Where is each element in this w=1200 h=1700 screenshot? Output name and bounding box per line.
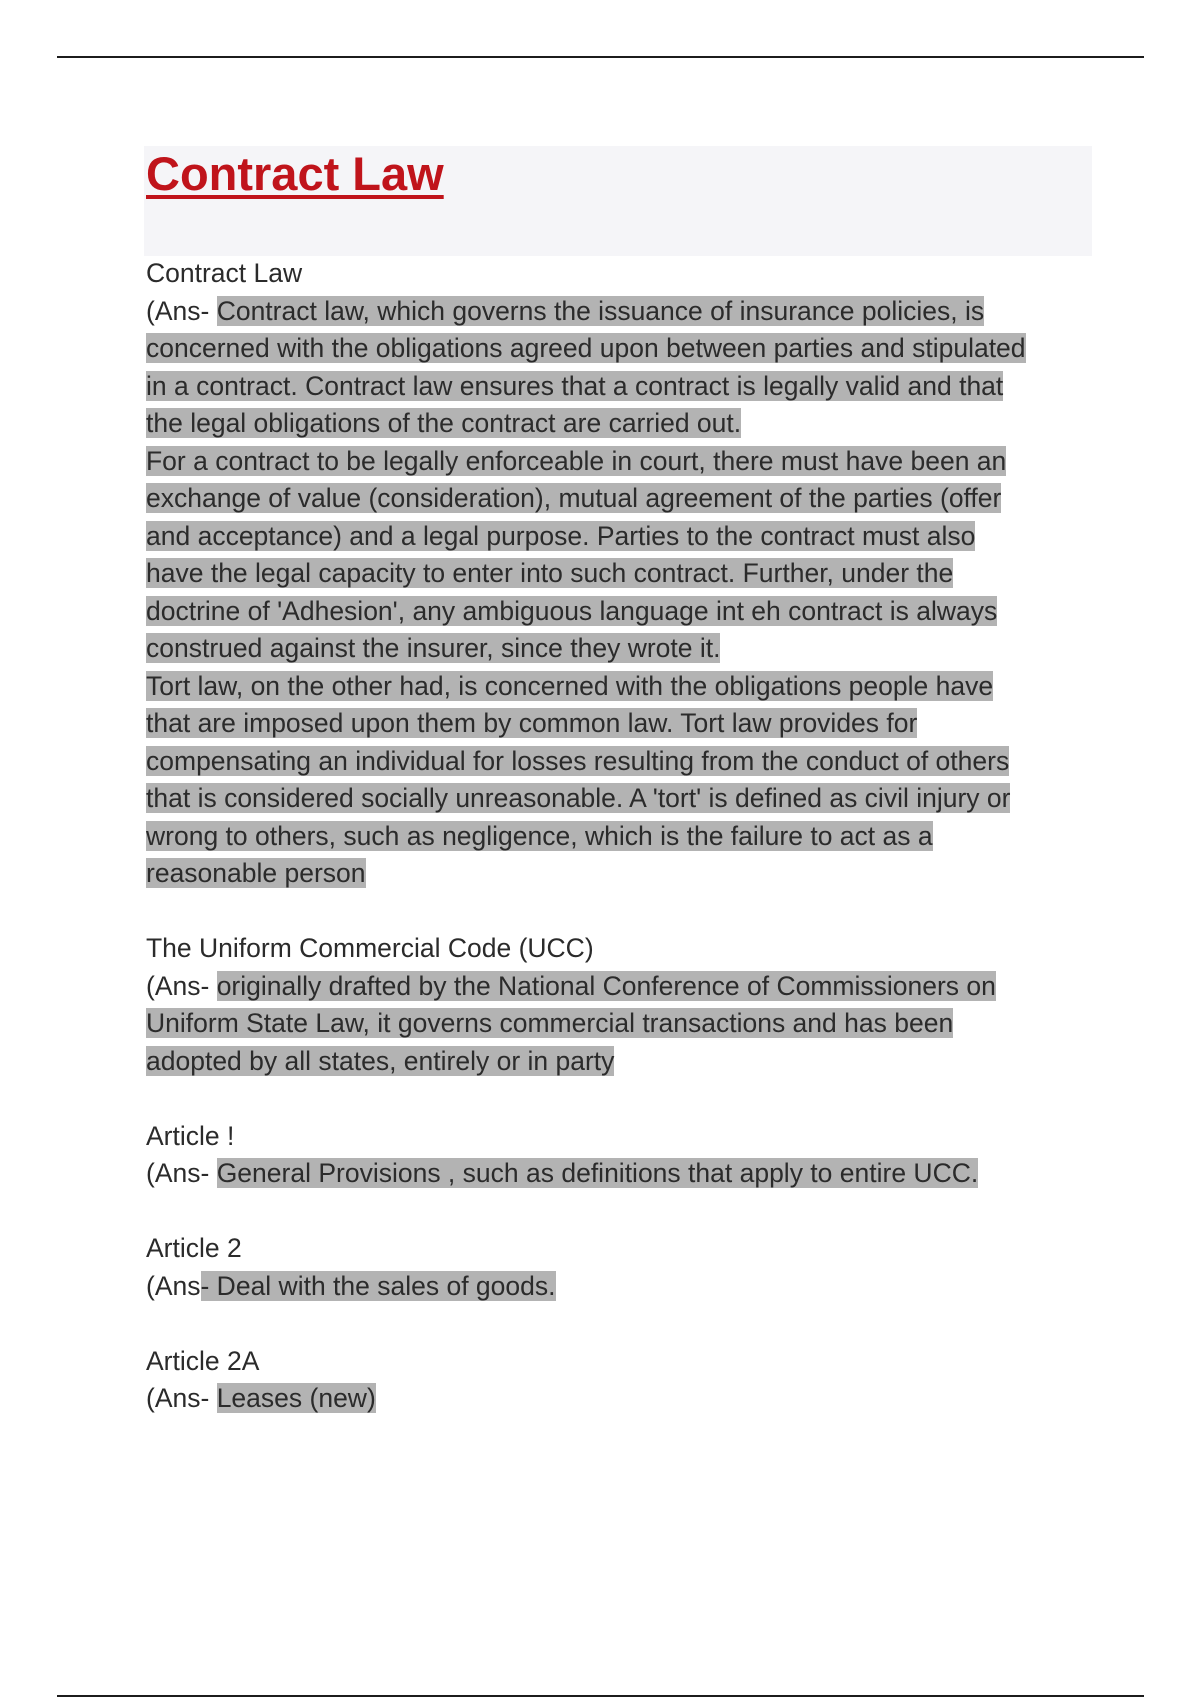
answer-text: have the legal capacity to enter into such contract. Further, under the bbox=[146, 558, 954, 588]
answer-text: Tort law, on the other had, is concerned with the obligations people have bbox=[146, 670, 994, 701]
qa-entry bbox=[146, 1343, 1096, 1418]
answer-line bbox=[146, 743, 1096, 781]
answer-prefix: (Ans- bbox=[146, 1383, 217, 1413]
answer-text: that are imposed upon them by common law. Tort law provides for bbox=[146, 708, 918, 738]
qa-entry bbox=[146, 255, 1096, 893]
answer-text: construed against the insurer, since they wrote it. bbox=[146, 633, 721, 663]
answer-prefix: (Ans bbox=[146, 1270, 201, 1301]
answer-text: concerned with the obligations agreed upon between parties and stipulated bbox=[146, 333, 1026, 363]
answer-prefix: (Ans- bbox=[146, 295, 217, 326]
answer-text: - Deal with the sales of goods. bbox=[200, 1270, 556, 1301]
entry-term: Article 2 bbox=[146, 1233, 242, 1263]
answer-text: and acceptance) and a legal purpose. Parties to the contract must also bbox=[146, 520, 976, 551]
entry-term: Article 2A bbox=[146, 1345, 260, 1376]
entry-term: Contract Law bbox=[146, 258, 303, 288]
answer-line bbox=[146, 630, 1096, 668]
answer-text: For a contract to be legally enforceable in court, there must have been an bbox=[146, 445, 1007, 476]
answer-prefix: (Ans- bbox=[146, 970, 217, 1001]
answer-text: originally drafted by the National Conference of Commissioners on bbox=[216, 970, 996, 1001]
answer-line bbox=[146, 480, 1096, 518]
answer-line bbox=[146, 293, 1096, 331]
answer-line bbox=[146, 780, 1096, 818]
answer-line bbox=[146, 518, 1096, 556]
answer-line bbox=[146, 668, 1096, 706]
answer-line bbox=[146, 818, 1096, 856]
answer-text: compensating an individual for losses resulting from the conduct of others bbox=[146, 745, 1010, 776]
answer-text: in a contract. Contract law ensures that a contract is legally valid and that bbox=[146, 370, 1004, 401]
answer-line bbox=[146, 443, 1096, 481]
qa-entry bbox=[146, 1230, 1096, 1305]
answer-line bbox=[146, 555, 1096, 593]
document-title: Contract Law bbox=[146, 147, 444, 200]
answer-line bbox=[146, 1380, 1096, 1418]
answer-line bbox=[146, 368, 1096, 406]
answer-text: the legal obligations of the contract are carried out. bbox=[146, 408, 742, 438]
top-rule bbox=[57, 56, 1144, 58]
answer-text: adopted by all states, entirely or in party bbox=[146, 1045, 615, 1076]
answer-line bbox=[146, 330, 1096, 368]
document-body bbox=[146, 255, 1096, 1418]
answer-line bbox=[146, 968, 1096, 1006]
answer-line bbox=[146, 1005, 1096, 1043]
answer-text: doctrine of 'Adhesion', any ambiguous language int eh contract is always bbox=[146, 595, 998, 626]
answer-text: reasonable person bbox=[146, 858, 366, 888]
answer-line bbox=[146, 593, 1096, 631]
answer-line bbox=[146, 855, 1096, 893]
qa-entry bbox=[146, 930, 1096, 1080]
entry-term: Article ! bbox=[146, 1120, 235, 1151]
answer-line bbox=[146, 1043, 1096, 1081]
answer-text: wrong to others, such as negligence, which is the failure to act as a bbox=[146, 820, 933, 851]
answer-line bbox=[146, 405, 1096, 443]
answer-prefix: (Ans- bbox=[146, 1158, 217, 1188]
answer-line bbox=[146, 705, 1096, 743]
bottom-rule bbox=[57, 1695, 1144, 1697]
answer-text: Leases (new) bbox=[216, 1383, 376, 1413]
answer-text: exchange of value (consideration), mutual agreement of the parties (offer bbox=[146, 483, 1002, 513]
answer-line bbox=[146, 1155, 1096, 1193]
entry-term: The Uniform Commercial Code (UCC) bbox=[146, 933, 594, 963]
answer-text: that is considered socially unreasonable. A 'tort' is defined as civil injury or bbox=[146, 783, 1011, 813]
answer-line bbox=[146, 1268, 1096, 1306]
answer-text: Contract law, which governs the issuance of insurance policies, is bbox=[216, 295, 985, 326]
answer-text: General Provisions , such as definitions that apply to entire UCC. bbox=[216, 1158, 979, 1188]
qa-entry bbox=[146, 1118, 1096, 1193]
answer-text: Uniform State Law, it governs commercial transactions and has been bbox=[146, 1008, 954, 1038]
